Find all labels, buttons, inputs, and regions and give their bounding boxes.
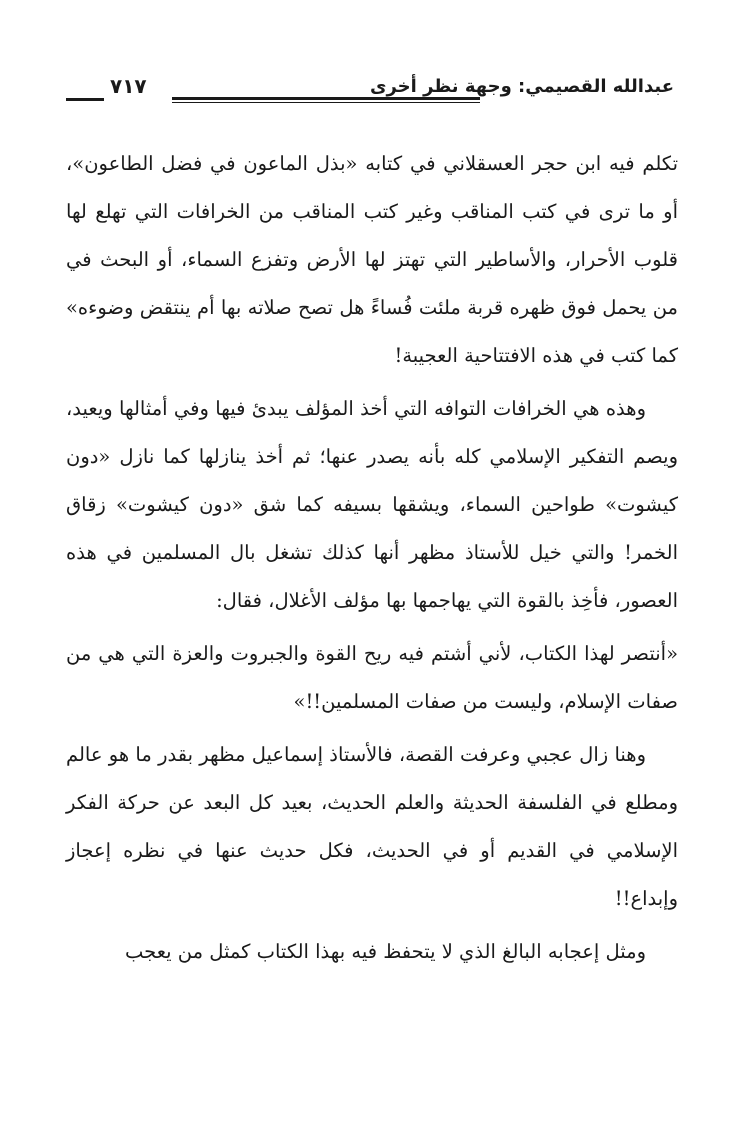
header-rule-thin: [172, 102, 480, 103]
running-title: عبدالله القصيمي: وجهة نظر أخرى: [369, 76, 674, 97]
header-rule: [172, 97, 480, 100]
block-quote: «أنتصر لهذا الكتاب، لأني أشتم فيه ريح القوة والجبروت والعزة التي هي من صفات الإسلام، وليست من صفات المسلمين!!»: [66, 642, 678, 713]
page-header: [66, 74, 674, 114]
paragraph: ومثل إعجابه البالغ الذي لا يتحفظ فيه بهذا الكتاب كمثل من يعجب: [124, 940, 646, 963]
paragraph: تكلم فيه ابن حجر العسقلاني في كتابه «بذل الماعون في فضل الطاعون»، أو ما ترى في كتب المناقب وغير كتب المناقب من الخرافات التي تهلع لها قلوب الأحرار، والأساطير التي تهتز لها الأرض وتفزع السماء، أو البحث في من يحمل فوق ظهره قربة ملئت فُساءً هل تصح صلاته بها أم ينتقض وضوءه» كما كتب في هذه الافتتاحية العجيبة!: [66, 152, 678, 367]
page-number: ٧١٧: [110, 74, 147, 98]
paragraph: وهذه هي الخرافات التوافه التي أخذ المؤلف يبدئ فيها وفي أمثالها ويعيد، ويصم التفكير الإسلامي كله بأنه يصدر عنها؛ ثم أخذ ينازلها كما نازل «دون كيشوت» طواحين السماء، ويشقها بسيفه كما شق «دون كيشوت» زقاق الخمر! والتي خيل للأستاذ مظهر أنها كذلك تشغل بال المسلمين في هذه العصور، فأخِذ بالقوة التي يهاجمها بها مؤلف الأغلال، فقال:: [66, 397, 678, 612]
paragraph: وهنا زال عجبي وعرفت القصة، فالأستاذ إسماعيل مظهر بقدر ما هو عالم ومطلع في الفلسفة الحديثة والعلم الحديث، بعيد كل البعد عن حركة الفكر الإسلامي في القديم أو في الحديث، فكل حديث عنها في نظره إعجاز وإبداع!!: [66, 743, 678, 910]
body-text: [66, 140, 678, 976]
header-rule-short: [66, 98, 104, 101]
